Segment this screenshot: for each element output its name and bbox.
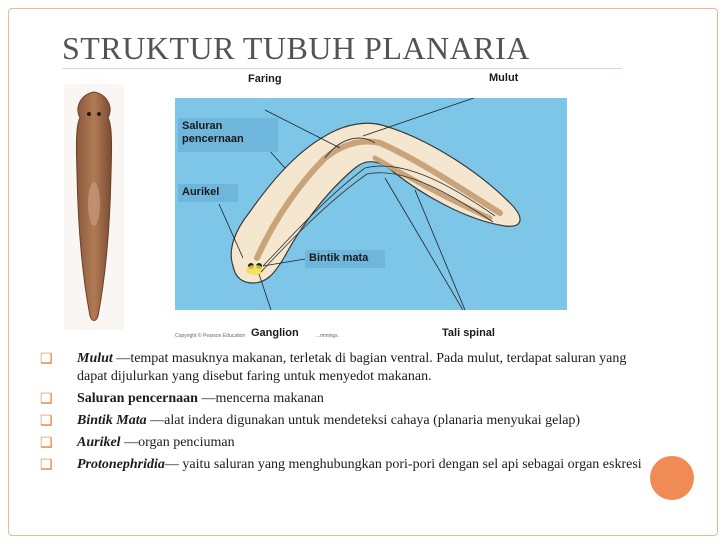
desc-mulut: —tempat masuknya makanan, terletak di bagian ventral. Pada mulut, terdapat saluran yang dapat dijulurkan yang disebut faring untuk menyedot makanan. <box>77 351 627 384</box>
label-faring: Faring <box>248 73 282 85</box>
term-aurikel: Aurikel <box>77 435 121 450</box>
planaria-pharynx <box>88 182 100 226</box>
term-protonephridia: Protonephridia <box>77 457 165 472</box>
planaria-photo <box>64 84 124 330</box>
desc-protonephridia: — yaitu saluran yang menghubungkan pori-pori dengan sel api sebagai organ eskresi <box>164 457 642 472</box>
label-ganglion: Ganglion <box>251 327 299 339</box>
label-mulut: Mulut <box>489 72 519 84</box>
term-bintik-mata: Bintik Mata <box>77 413 147 428</box>
desc-aurikel: —organ penciuman <box>120 435 235 450</box>
decorative-circle <box>650 456 694 500</box>
diagram-copyright-right: ...mmings. <box>316 333 340 339</box>
list-item <box>40 412 650 430</box>
title-underline <box>62 68 622 69</box>
planaria-eye-left <box>87 112 91 116</box>
bullet-icon: ❑ <box>40 392 53 407</box>
label-saluran-pencernaan: Saluran pencernaan <box>178 118 278 152</box>
term-mulut: Mulut <box>77 351 113 366</box>
list-item <box>40 350 650 386</box>
planaria-eye-right <box>97 112 101 116</box>
bullet-icon: ❑ <box>40 352 53 367</box>
label-tali-spinal: Tali spinal <box>442 327 495 339</box>
desc-bintik-mata: —alat indera digunakan untuk mendeteksi cahaya (planaria menyukai gelap) <box>146 413 581 428</box>
bullet-icon: ❑ <box>40 414 53 429</box>
page-title: STRUKTUR TUBUH PLANARIA <box>62 30 530 66</box>
list-item <box>40 390 650 408</box>
term-saluran-pencernaan: Saluran pencernaan <box>77 391 198 406</box>
planaria-photo-drawing <box>64 84 124 330</box>
diagram-copyright: Copyright © Pearson Education <box>175 333 246 339</box>
list-item <box>40 456 650 474</box>
definition-list <box>40 350 650 478</box>
list-item <box>40 434 650 452</box>
desc-saluran-pencernaan: —mencerna makanan <box>197 391 324 406</box>
bullet-icon: ❑ <box>40 436 53 451</box>
label-bintik-mata: Bintik mata <box>305 250 385 268</box>
label-aurikel: Aurikel <box>178 184 238 202</box>
bullet-icon: ❑ <box>40 458 53 473</box>
diagram-ganglion <box>246 265 264 275</box>
